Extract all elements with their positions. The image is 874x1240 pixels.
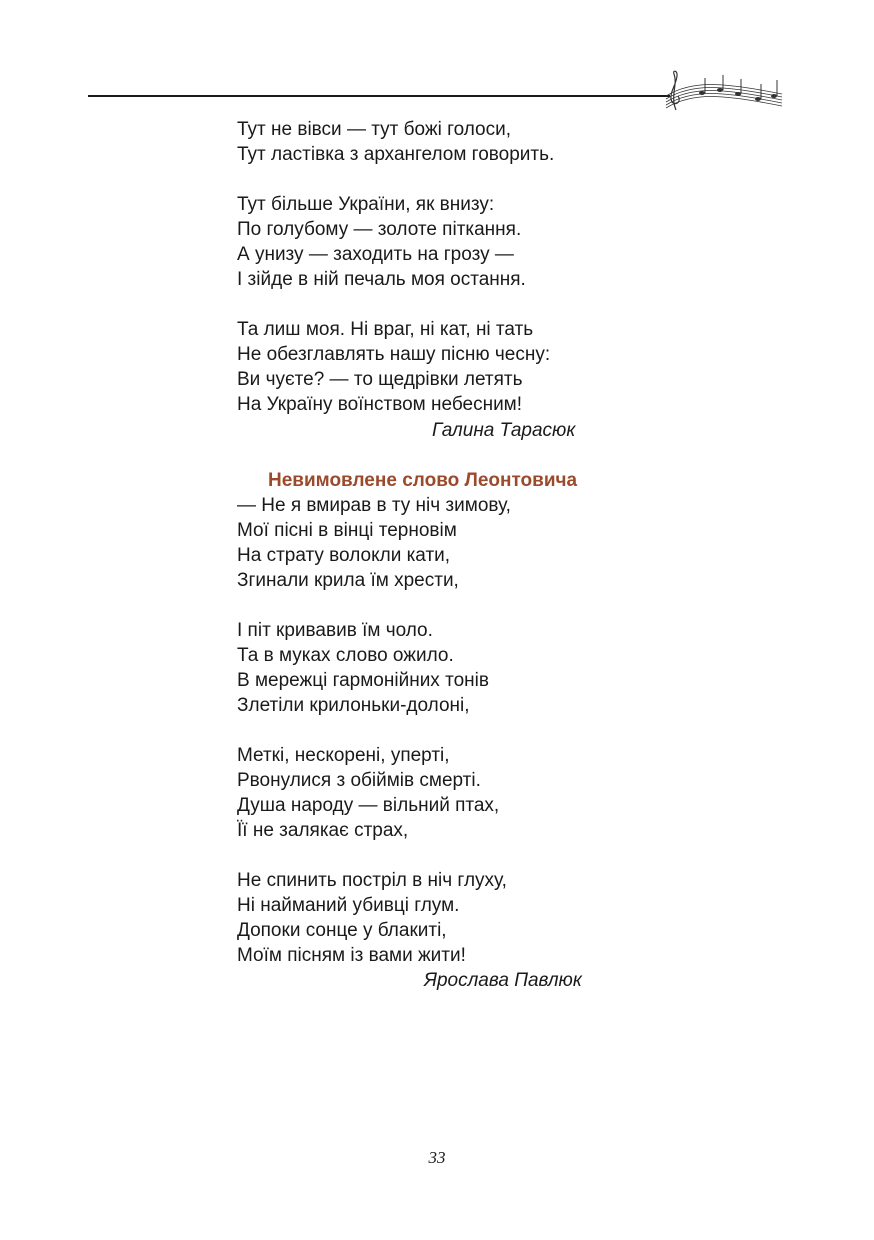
poem-line: І зійде в ній печаль моя остання.: [237, 269, 526, 290]
poem-1-author: Галина Тарасюк: [432, 420, 576, 441]
poem-2: [237, 493, 657, 968]
stanza-gap: [237, 843, 657, 868]
stanza-gap: [237, 167, 657, 192]
header-rule: [88, 95, 670, 97]
poem-line: Злетіли крилоньки-долоні,: [237, 695, 470, 716]
poem-line: Та лиш моя. Ні враг, ні кат, ні тать: [237, 319, 534, 340]
poem-line: Її не залякає страх,: [237, 820, 409, 841]
poem-line: Душа народу — вільний птах,: [237, 795, 500, 816]
page-number: 33: [428, 1148, 446, 1167]
poem-line: Тут не вівси — тут божі голоси,: [237, 119, 511, 140]
stanza-gap: [237, 292, 657, 317]
poem-line: Рвонулися з обіймів смерті.: [237, 770, 481, 791]
poem-line: Ви чуєте? — то щедрівки летять: [237, 369, 523, 390]
poem-line: Мої пісні в вінці терновім: [237, 520, 457, 541]
poem-line: А унизу — заходить на грозу —: [237, 244, 514, 265]
poem-line: Ні найманий убивці глум.: [237, 895, 460, 916]
poem-line: Тут ластівка з архангелом говорить.: [237, 144, 555, 165]
poem-line: Моїм пісням із вами жити!: [237, 945, 466, 966]
poem-line: Тут більше України, як внизу:: [237, 194, 495, 215]
poem-line: Меткі, нескорені, уперті,: [237, 745, 450, 766]
poem-2-title: Невимовлене слово Леонтовича: [268, 470, 578, 491]
poem-line: Не обезглавлять нашу пісню чесну:: [237, 344, 551, 365]
poem-line: По голубому — золоте піткання.: [237, 219, 522, 240]
poem-line: Допоки сонце у блакиті,: [237, 920, 447, 941]
poem-2-author: Ярослава Павлюк: [424, 970, 582, 991]
poem-line: І піт кривавив їм чоло.: [237, 620, 433, 641]
stanza-gap: [237, 718, 657, 743]
stanza-gap: [237, 593, 657, 618]
poem-line: Та в муках слово ожило.: [237, 645, 454, 666]
poem-line: На Україну воїнством небесним!: [237, 394, 523, 415]
poem-line: В мережці гармонійних тонів: [237, 670, 489, 691]
music-staff-notes-icon: [662, 66, 788, 112]
poem-line: Згинали крила їм хрести,: [237, 570, 459, 591]
poem-line: Не спинить постріл в ніч глуху,: [237, 870, 507, 891]
poem-line: На страту волокли кати,: [237, 545, 451, 566]
poem-line: — Не я вмирав в ту ніч зимову,: [237, 495, 511, 516]
poem-1: [237, 117, 657, 417]
